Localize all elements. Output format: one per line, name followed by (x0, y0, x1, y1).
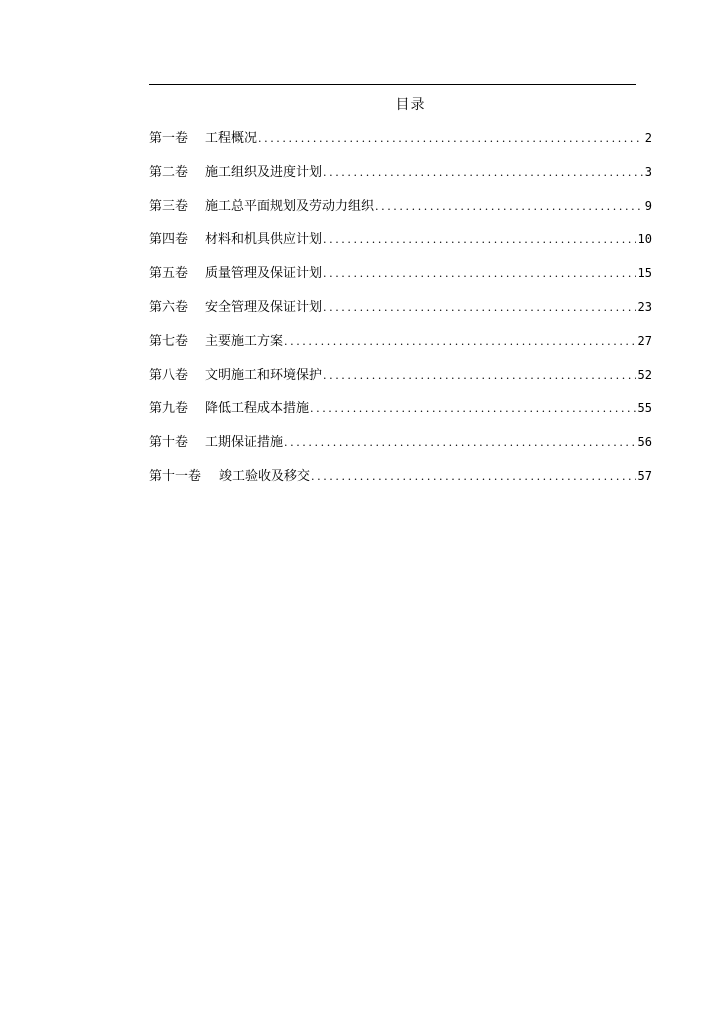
header-rule (149, 84, 636, 85)
toc-leader-dots (283, 435, 636, 451)
toc-entry[interactable] (149, 231, 652, 265)
toc-volume: 第七卷 (149, 333, 189, 349)
toc-leader-dots (322, 165, 643, 181)
toc-volume: 第二卷 (149, 164, 189, 180)
toc-leader-dots (322, 300, 636, 316)
toc-entry-title: 文明施工和环境保护 (205, 367, 323, 383)
toc-page-number: 9 (644, 198, 652, 213)
toc-entry-title: 安全管理及保证计划 (205, 299, 323, 315)
toc-page-number: 3 (644, 164, 652, 179)
toc-leader-dots (374, 199, 643, 215)
toc-entry-title: 主要施工方案 (205, 333, 284, 349)
toc-entry[interactable] (149, 468, 652, 502)
toc-volume: 第十一卷 (149, 468, 202, 484)
toc-leader-dots (322, 266, 636, 282)
toc-entry-title: 材料和机具供应计划 (205, 232, 323, 248)
toc-volume: 第六卷 (149, 299, 189, 315)
toc-title: 目录 (395, 97, 426, 113)
toc-leader-dots (283, 334, 636, 350)
toc-entry[interactable] (149, 299, 652, 333)
toc-leader-dots (310, 469, 636, 485)
toc-entry[interactable] (149, 130, 652, 164)
toc-entry-title: 施工总平面规划及劳动力组织 (205, 198, 375, 214)
toc-entry-title: 质量管理及保证计划 (205, 266, 323, 282)
toc-volume: 第一卷 (149, 131, 189, 146)
toc-leader-dots (322, 232, 636, 248)
toc-entry[interactable] (149, 265, 652, 299)
toc-leader-dots (257, 131, 643, 147)
toc-page-number: 27 (637, 333, 652, 348)
toc-page-number: 55 (637, 401, 652, 416)
toc-page-number: 52 (637, 367, 652, 382)
toc-entry[interactable] (149, 400, 652, 434)
toc-entry[interactable] (149, 434, 652, 468)
toc-entry-title: 降低工程成本措施 (205, 401, 310, 417)
toc-page-number: 10 (637, 232, 652, 247)
toc-page-number: 56 (637, 435, 652, 450)
toc-entry-title: 竣工验收及移交 (219, 468, 311, 484)
toc-volume: 第八卷 (149, 367, 189, 383)
toc-leader-dots (322, 368, 636, 384)
toc-volume: 第五卷 (149, 266, 189, 282)
toc-volume: 第九卷 (149, 401, 189, 417)
toc-entry[interactable] (149, 164, 652, 198)
toc-page-number: 15 (637, 266, 652, 281)
toc-page-number: 57 (637, 468, 652, 483)
toc-page-number: 23 (637, 299, 652, 314)
toc-volume: 第十卷 (149, 435, 189, 451)
toc-leader-dots (309, 401, 636, 417)
toc-entry[interactable] (149, 198, 652, 232)
toc-entry[interactable] (149, 367, 652, 401)
toc-page-number: 2 (644, 131, 652, 145)
toc-list (149, 130, 652, 502)
toc-entry-title: 工期保证措施 (205, 435, 284, 451)
toc-volume: 第三卷 (149, 198, 189, 214)
toc-entry[interactable] (149, 333, 652, 367)
toc-entry-title: 施工组织及进度计划 (205, 164, 323, 180)
toc-entry-title: 工程概况 (205, 131, 258, 146)
toc-volume: 第四卷 (149, 232, 189, 248)
